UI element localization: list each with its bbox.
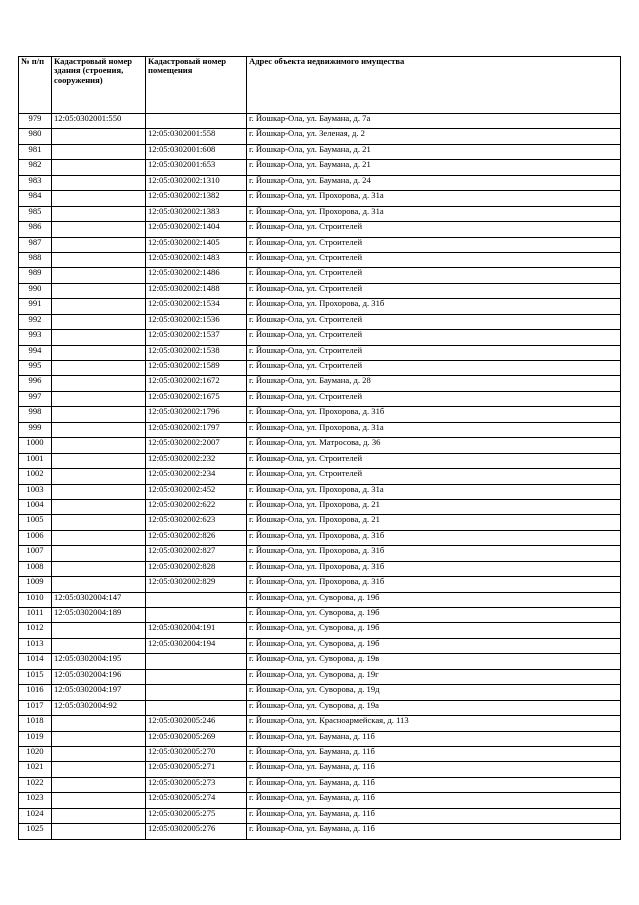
address-cell: г. Йошкар-Ола, ул. Суворова, д. 19в — [247, 654, 621, 669]
table-row — [19, 746, 621, 761]
header-address: Адрес объекта недвижимого имущества — [247, 57, 621, 114]
table-row — [19, 422, 621, 437]
table-row — [19, 731, 621, 746]
table-header — [19, 57, 621, 114]
table-row — [19, 499, 621, 514]
table-row — [19, 669, 621, 684]
address-cell: г. Йошкар-Ола, ул. Прохорова, д. 31б — [247, 299, 621, 314]
address-cell: г. Йошкар-Ола, ул. Строителей — [247, 345, 621, 360]
table-row — [19, 546, 621, 561]
address-cell: г. Йошкар-Ола, ул. Строителей — [247, 361, 621, 376]
building-cadastral-cell — [52, 484, 146, 499]
table-row — [19, 144, 621, 159]
row-num-cell: 1021 — [19, 762, 52, 777]
row-num-cell: 1002 — [19, 469, 52, 484]
row-num-cell: 1000 — [19, 438, 52, 453]
address-cell: г. Йошкар-Ола, ул. Зеленая, д. 2 — [247, 129, 621, 144]
row-num-cell: 1017 — [19, 700, 52, 715]
table-row — [19, 160, 621, 175]
building-cadastral-cell — [52, 283, 146, 298]
table-row — [19, 469, 621, 484]
row-num-cell: 1010 — [19, 592, 52, 607]
table-row — [19, 314, 621, 329]
premise-cadastral-cell: 12:05:0302002:1382 — [146, 191, 247, 206]
table-row — [19, 299, 621, 314]
premise-cadastral-cell: 12:05:0302002:1383 — [146, 206, 247, 221]
row-num-cell: 1022 — [19, 777, 52, 792]
table-row — [19, 391, 621, 406]
premise-cadastral-cell: 12:05:0302005:275 — [146, 808, 247, 823]
address-cell: г. Йошкар-Ола, ул. Строителей — [247, 453, 621, 468]
address-cell: г. Йошкар-Ола, ул. Матросова, д. 36 — [247, 438, 621, 453]
address-cell: г. Йошкар-Ола, ул. Строителей — [247, 268, 621, 283]
table-row — [19, 191, 621, 206]
row-num-cell: 990 — [19, 283, 52, 298]
premise-cadastral-cell: 12:05:0302002:1310 — [146, 175, 247, 190]
row-num-cell: 1016 — [19, 685, 52, 700]
premise-cadastral-cell: 12:05:0302004:194 — [146, 638, 247, 653]
table-row — [19, 361, 621, 376]
address-cell: г. Йошкар-Ола, ул. Баумана, д. 21 — [247, 144, 621, 159]
building-cadastral-cell — [52, 376, 146, 391]
table-row — [19, 638, 621, 653]
row-num-cell: 992 — [19, 314, 52, 329]
table-row — [19, 222, 621, 237]
row-num-cell: 1004 — [19, 499, 52, 514]
building-cadastral-cell — [52, 453, 146, 468]
premise-cadastral-cell: 12:05:0302002:1486 — [146, 268, 247, 283]
building-cadastral-cell — [52, 515, 146, 530]
premise-cadastral-cell: 12:05:0302002:1589 — [146, 361, 247, 376]
registry-table — [18, 56, 621, 840]
premise-cadastral-cell: 12:05:0302002:623 — [146, 515, 247, 530]
table-row — [19, 206, 621, 221]
premise-cadastral-cell: 12:05:0302002:622 — [146, 499, 247, 514]
premise-cadastral-cell: 12:05:0302005:246 — [146, 716, 247, 731]
address-cell: г. Йошкар-Ола, ул. Прохорова, д. 31б — [247, 530, 621, 545]
building-cadastral-cell — [52, 623, 146, 638]
address-cell: г. Йошкар-Ола, ул. Прохорова, д. 31б — [247, 561, 621, 576]
address-cell: г. Йошкар-Ола, ул. Строителей — [247, 330, 621, 345]
table-row — [19, 530, 621, 545]
header-premise-cadastral: Кадастровый номер помещения — [146, 57, 247, 114]
building-cadastral-cell — [52, 469, 146, 484]
premise-cadastral-cell: 12:05:0302005:274 — [146, 793, 247, 808]
table-row — [19, 376, 621, 391]
table-row — [19, 345, 621, 360]
row-num-cell: 999 — [19, 422, 52, 437]
row-num-cell: 995 — [19, 361, 52, 376]
row-num-cell: 1008 — [19, 561, 52, 576]
building-cadastral-cell: 12:05:0302004:92 — [52, 700, 146, 715]
premise-cadastral-cell: 12:05:0302002:1483 — [146, 252, 247, 267]
building-cadastral-cell: 12:05:0302004:196 — [52, 669, 146, 684]
building-cadastral-cell — [52, 793, 146, 808]
table-row — [19, 283, 621, 298]
table-row — [19, 175, 621, 190]
building-cadastral-cell — [52, 129, 146, 144]
address-cell: г. Йошкар-Ола, ул. Прохорова, д. 31а — [247, 484, 621, 499]
row-num-cell: 991 — [19, 299, 52, 314]
row-num-cell: 979 — [19, 114, 52, 129]
row-num-cell: 1015 — [19, 669, 52, 684]
premise-cadastral-cell — [146, 685, 247, 700]
table-row — [19, 685, 621, 700]
premise-cadastral-cell: 12:05:0302002:1675 — [146, 391, 247, 406]
building-cadastral-cell — [52, 422, 146, 437]
premise-cadastral-cell: 12:05:0302005:276 — [146, 824, 247, 839]
row-num-cell: 1005 — [19, 515, 52, 530]
row-num-cell: 998 — [19, 407, 52, 422]
building-cadastral-cell — [52, 268, 146, 283]
table-row — [19, 808, 621, 823]
table-row — [19, 237, 621, 252]
row-num-cell: 994 — [19, 345, 52, 360]
table-body — [19, 114, 621, 840]
table-row — [19, 268, 621, 283]
address-cell: г. Йошкар-Ола, ул. Баумана, д. 11б — [247, 808, 621, 823]
row-num-cell: 1023 — [19, 793, 52, 808]
premise-cadastral-cell: 12:05:0302002:1534 — [146, 299, 247, 314]
address-cell: г. Йошкар-Ола, ул. Суворова, д. 19б — [247, 638, 621, 653]
premise-cadastral-cell: 12:05:0302002:1405 — [146, 237, 247, 252]
table-row — [19, 716, 621, 731]
premise-cadastral-cell: 12:05:0302002:232 — [146, 453, 247, 468]
header-row — [19, 57, 621, 114]
premise-cadastral-cell: 12:05:0302002:1672 — [146, 376, 247, 391]
premise-cadastral-cell — [146, 700, 247, 715]
address-cell: г. Йошкар-Ола, ул. Баумана, д. 11б — [247, 777, 621, 792]
premise-cadastral-cell: 12:05:0302001:608 — [146, 144, 247, 159]
premise-cadastral-cell: 12:05:0302002:829 — [146, 577, 247, 592]
table-row — [19, 623, 621, 638]
address-cell: г. Йошкар-Ола, ул. Суворова, д. 19б — [247, 592, 621, 607]
building-cadastral-cell — [52, 438, 146, 453]
building-cadastral-cell — [52, 144, 146, 159]
building-cadastral-cell — [52, 808, 146, 823]
address-cell: г. Йошкар-Ола, ул. Баумана, д. 11б — [247, 793, 621, 808]
address-cell: г. Йошкар-Ола, ул. Прохорова, д. 21 — [247, 515, 621, 530]
address-cell: г. Йошкар-Ола, ул. Прохорова, д. 31б — [247, 546, 621, 561]
building-cadastral-cell: 12:05:0302004:147 — [52, 592, 146, 607]
premise-cadastral-cell: 12:05:0302002:1488 — [146, 283, 247, 298]
table-row — [19, 453, 621, 468]
building-cadastral-cell — [52, 222, 146, 237]
row-num-cell: 987 — [19, 237, 52, 252]
row-num-cell: 1014 — [19, 654, 52, 669]
row-num-cell: 988 — [19, 252, 52, 267]
premise-cadastral-cell: 12:05:0302002:1797 — [146, 422, 247, 437]
building-cadastral-cell — [52, 206, 146, 221]
premise-cadastral-cell: 12:05:0302002:234 — [146, 469, 247, 484]
premise-cadastral-cell: 12:05:0302002:827 — [146, 546, 247, 561]
building-cadastral-cell — [52, 252, 146, 267]
table-row — [19, 654, 621, 669]
row-num-cell: 1011 — [19, 608, 52, 623]
table-row — [19, 824, 621, 839]
address-cell: г. Йошкар-Ола, ул. Баумана, д. 11б — [247, 746, 621, 761]
building-cadastral-cell — [52, 175, 146, 190]
table-row — [19, 608, 621, 623]
table-row — [19, 407, 621, 422]
premise-cadastral-cell: 12:05:0302001:653 — [146, 160, 247, 175]
address-cell: г. Йошкар-Ола, ул. Баумана, д. 11б — [247, 762, 621, 777]
table-row — [19, 252, 621, 267]
row-num-cell: 989 — [19, 268, 52, 283]
row-num-cell: 1013 — [19, 638, 52, 653]
header-num: № п/п — [19, 57, 52, 114]
building-cadastral-cell — [52, 345, 146, 360]
table-row — [19, 484, 621, 499]
address-cell: г. Йошкар-Ола, ул. Строителей — [247, 314, 621, 329]
premise-cadastral-cell: 12:05:0302004:191 — [146, 623, 247, 638]
address-cell: г. Йошкар-Ола, ул. Суворова, д. 19б — [247, 623, 621, 638]
table-row — [19, 700, 621, 715]
table-row — [19, 114, 621, 129]
address-cell: г. Йошкар-Ола, ул. Суворова, д. 19а — [247, 700, 621, 715]
table-row — [19, 793, 621, 808]
address-cell: г. Йошкар-Ола, ул. Баумана, д. 21 — [247, 160, 621, 175]
table-row — [19, 129, 621, 144]
building-cadastral-cell — [52, 160, 146, 175]
address-cell: г. Йошкар-Ола, ул. Прохорова, д. 31б — [247, 577, 621, 592]
row-num-cell: 982 — [19, 160, 52, 175]
premise-cadastral-cell: 12:05:0302005:269 — [146, 731, 247, 746]
premise-cadastral-cell: 12:05:0302002:2007 — [146, 438, 247, 453]
header-building-cadastral: Кадастровый номер здания (строения, сооружения) — [52, 57, 146, 114]
premise-cadastral-cell: 12:05:0302002:1537 — [146, 330, 247, 345]
row-num-cell: 1020 — [19, 746, 52, 761]
building-cadastral-cell — [52, 530, 146, 545]
building-cadastral-cell — [52, 299, 146, 314]
address-cell: г. Йошкар-Ола, ул. Баумана, д. 7а — [247, 114, 621, 129]
address-cell: г. Йошкар-Ола, ул. Прохорова, д. 31а — [247, 206, 621, 221]
premise-cadastral-cell: 12:05:0302005:270 — [146, 746, 247, 761]
row-num-cell: 981 — [19, 144, 52, 159]
premise-cadastral-cell: 12:05:0302001:558 — [146, 129, 247, 144]
row-num-cell: 1009 — [19, 577, 52, 592]
address-cell: г. Йошкар-Ола, ул. Строителей — [247, 222, 621, 237]
address-cell: г. Йошкар-Ола, ул. Красноармейская, д. 113 — [247, 716, 621, 731]
building-cadastral-cell — [52, 314, 146, 329]
table-row — [19, 515, 621, 530]
premise-cadastral-cell: 12:05:0302002:828 — [146, 561, 247, 576]
row-num-cell: 1024 — [19, 808, 52, 823]
row-num-cell: 1006 — [19, 530, 52, 545]
building-cadastral-cell — [52, 391, 146, 406]
address-cell: г. Йошкар-Ола, ул. Прохорова, д. 31а — [247, 191, 621, 206]
row-num-cell: 984 — [19, 191, 52, 206]
row-num-cell: 1025 — [19, 824, 52, 839]
premise-cadastral-cell: 12:05:0302002:452 — [146, 484, 247, 499]
building-cadastral-cell — [52, 361, 146, 376]
building-cadastral-cell — [52, 191, 146, 206]
building-cadastral-cell — [52, 546, 146, 561]
address-cell: г. Йошкар-Ола, ул. Строителей — [247, 252, 621, 267]
address-cell: г. Йошкар-Ола, ул. Баумана, д. 28 — [247, 376, 621, 391]
premise-cadastral-cell: 12:05:0302005:273 — [146, 777, 247, 792]
address-cell: г. Йошкар-Ола, ул. Прохорова, д. 31а — [247, 422, 621, 437]
address-cell: г. Йошкар-Ола, ул. Строителей — [247, 237, 621, 252]
address-cell: г. Йошкар-Ола, ул. Баумана, д. 11б — [247, 731, 621, 746]
premise-cadastral-cell: 12:05:0302002:1538 — [146, 345, 247, 360]
building-cadastral-cell — [52, 407, 146, 422]
building-cadastral-cell — [52, 777, 146, 792]
premise-cadastral-cell: 12:05:0302002:1796 — [146, 407, 247, 422]
building-cadastral-cell — [52, 561, 146, 576]
table-row — [19, 577, 621, 592]
table-row — [19, 438, 621, 453]
building-cadastral-cell — [52, 716, 146, 731]
premise-cadastral-cell: 12:05:0302002:1404 — [146, 222, 247, 237]
address-cell: г. Йошкар-Ола, ул. Суворова, д. 19г — [247, 669, 621, 684]
premise-cadastral-cell — [146, 592, 247, 607]
row-num-cell: 1003 — [19, 484, 52, 499]
building-cadastral-cell — [52, 824, 146, 839]
table-row — [19, 762, 621, 777]
row-num-cell: 980 — [19, 129, 52, 144]
premise-cadastral-cell: 12:05:0302002:1536 — [146, 314, 247, 329]
building-cadastral-cell: 12:05:0302004:195 — [52, 654, 146, 669]
table-row — [19, 777, 621, 792]
row-num-cell: 983 — [19, 175, 52, 190]
premise-cadastral-cell — [146, 669, 247, 684]
row-num-cell: 1018 — [19, 716, 52, 731]
row-num-cell: 993 — [19, 330, 52, 345]
address-cell: г. Йошкар-Ола, ул. Строителей — [247, 283, 621, 298]
building-cadastral-cell — [52, 330, 146, 345]
row-num-cell: 1007 — [19, 546, 52, 561]
address-cell: г. Йошкар-Ола, ул. Прохорова, д. 31б — [247, 407, 621, 422]
building-cadastral-cell — [52, 638, 146, 653]
building-cadastral-cell — [52, 731, 146, 746]
premise-cadastral-cell: 12:05:0302002:826 — [146, 530, 247, 545]
premise-cadastral-cell: 12:05:0302005:271 — [146, 762, 247, 777]
building-cadastral-cell — [52, 237, 146, 252]
building-cadastral-cell — [52, 499, 146, 514]
building-cadastral-cell — [52, 577, 146, 592]
row-num-cell: 986 — [19, 222, 52, 237]
building-cadastral-cell: 12:05:0302001:550 — [52, 114, 146, 129]
row-num-cell: 1001 — [19, 453, 52, 468]
table-row — [19, 592, 621, 607]
row-num-cell: 996 — [19, 376, 52, 391]
premise-cadastral-cell — [146, 608, 247, 623]
building-cadastral-cell — [52, 746, 146, 761]
premise-cadastral-cell — [146, 654, 247, 669]
table-row — [19, 330, 621, 345]
building-cadastral-cell: 12:05:0302004:189 — [52, 608, 146, 623]
row-num-cell: 997 — [19, 391, 52, 406]
row-num-cell: 985 — [19, 206, 52, 221]
table-row — [19, 561, 621, 576]
row-num-cell: 1019 — [19, 731, 52, 746]
address-cell: г. Йошкар-Ола, ул. Баумана, д. 11б — [247, 824, 621, 839]
address-cell: г. Йошкар-Ола, ул. Суворова, д. 19б — [247, 608, 621, 623]
address-cell: г. Йошкар-Ола, ул. Баумана, д. 24 — [247, 175, 621, 190]
address-cell: г. Йошкар-Ола, ул. Строителей — [247, 469, 621, 484]
address-cell: г. Йошкар-Ола, ул. Строителей — [247, 391, 621, 406]
premise-cadastral-cell — [146, 114, 247, 129]
building-cadastral-cell — [52, 762, 146, 777]
building-cadastral-cell: 12:05:0302004:197 — [52, 685, 146, 700]
address-cell: г. Йошкар-Ола, ул. Прохорова, д. 21 — [247, 499, 621, 514]
address-cell: г. Йошкар-Ола, ул. Суворова, д. 19д — [247, 685, 621, 700]
row-num-cell: 1012 — [19, 623, 52, 638]
